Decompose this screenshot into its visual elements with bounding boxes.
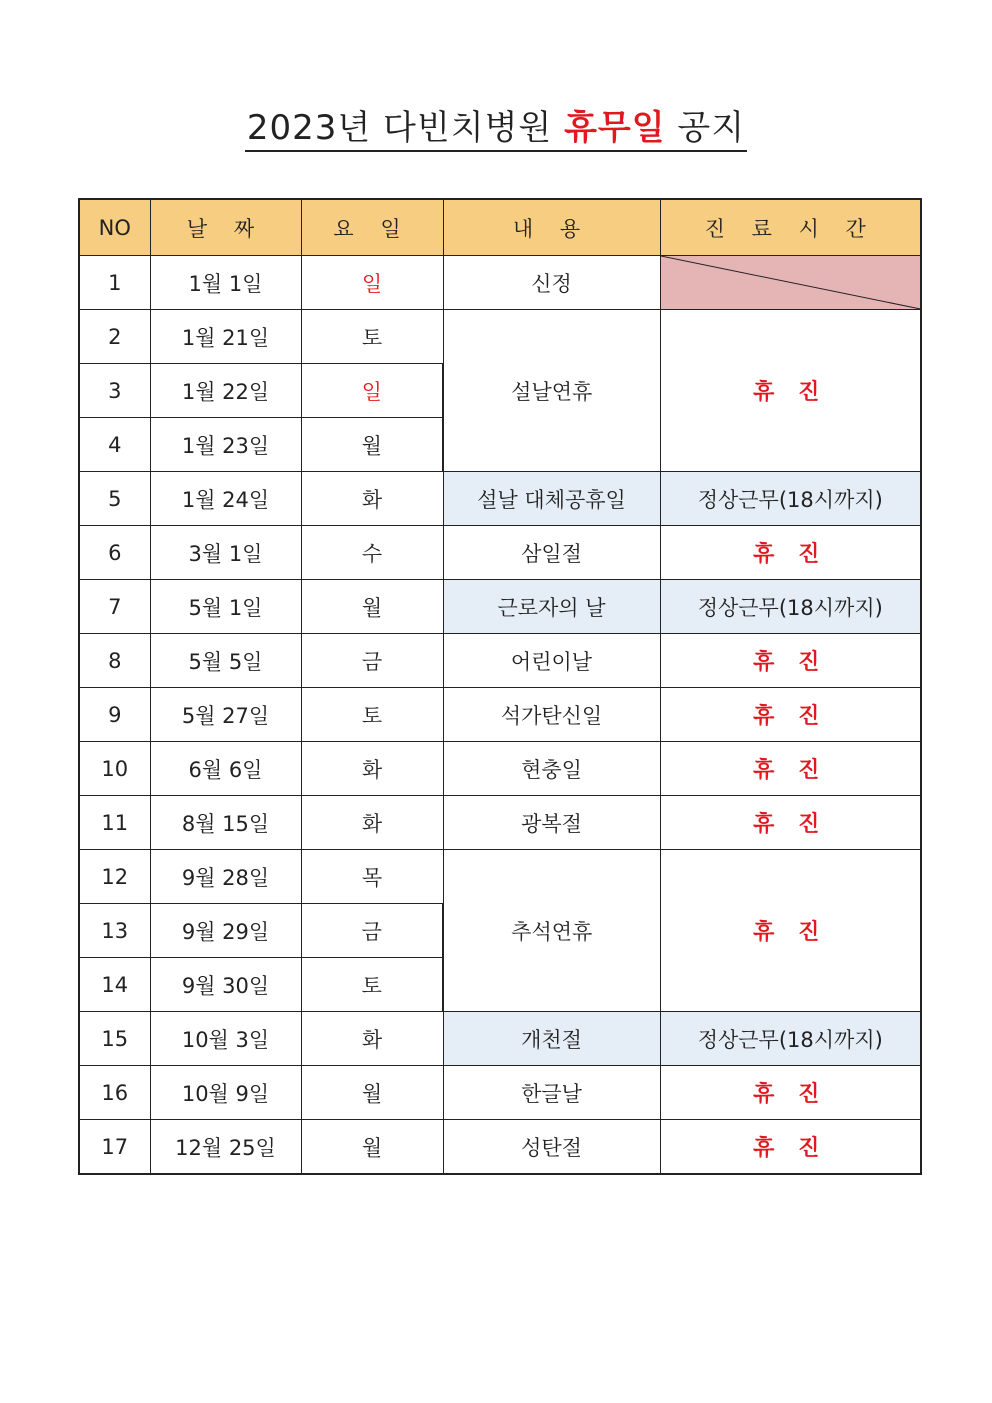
row-date: 1월 1일 xyxy=(150,256,301,310)
row-date: 1월 23일 xyxy=(150,418,301,472)
title-highlight: 휴무일 xyxy=(564,108,666,148)
status-normal: 정상근무(18시까지) xyxy=(660,1012,921,1066)
row-content: 성탄절 xyxy=(443,1120,660,1175)
row-no: 10 xyxy=(79,742,150,796)
table-row xyxy=(79,850,921,904)
table-row xyxy=(79,796,921,850)
row-date: 1월 22일 xyxy=(150,364,301,418)
row-no: 11 xyxy=(79,796,150,850)
header-no: NO xyxy=(79,199,150,256)
row-date: 9월 28일 xyxy=(150,850,301,904)
row-no: 7 xyxy=(79,580,150,634)
row-no: 3 xyxy=(79,364,150,418)
row-day: 금 xyxy=(301,904,443,958)
status-normal: 정상근무(18시까지) xyxy=(660,580,921,634)
row-content: 추석연휴 xyxy=(443,850,660,1012)
row-day: 목 xyxy=(301,850,443,904)
row-day: 월 xyxy=(301,418,443,472)
row-no: 13 xyxy=(79,904,150,958)
row-content: 삼일절 xyxy=(443,526,660,580)
table-row xyxy=(79,256,921,310)
status-closed: 휴 진 xyxy=(660,634,921,688)
header-content: 내 용 xyxy=(443,199,660,256)
row-no: 17 xyxy=(79,1120,150,1175)
row-content: 현충일 xyxy=(443,742,660,796)
status-closed: 휴 진 xyxy=(660,688,921,742)
row-content: 광복절 xyxy=(443,796,660,850)
table-row xyxy=(79,580,921,634)
row-no: 2 xyxy=(79,310,150,364)
row-date: 10월 3일 xyxy=(150,1012,301,1066)
row-no: 15 xyxy=(79,1012,150,1066)
holiday-table xyxy=(78,198,922,1175)
diagonal-line xyxy=(661,256,921,309)
row-content: 어린이날 xyxy=(443,634,660,688)
row-date: 12월 25일 xyxy=(150,1120,301,1175)
row-content: 근로자의 날 xyxy=(443,580,660,634)
row-no: 12 xyxy=(79,850,150,904)
row-date: 3월 1일 xyxy=(150,526,301,580)
header-hours: 진 료 시 간 xyxy=(660,199,921,256)
status-closed: 휴 진 xyxy=(660,796,921,850)
row-date: 8월 15일 xyxy=(150,796,301,850)
hours-na-cell xyxy=(660,256,921,310)
title-prefix: 2023년 다빈치병원 xyxy=(246,108,565,148)
row-no: 16 xyxy=(79,1066,150,1120)
row-day: 일 xyxy=(301,364,443,418)
row-date: 10월 9일 xyxy=(150,1066,301,1120)
row-day: 화 xyxy=(301,1012,443,1066)
row-no: 1 xyxy=(79,256,150,310)
status-closed: 휴 진 xyxy=(660,850,921,1012)
row-no: 8 xyxy=(79,634,150,688)
row-day: 화 xyxy=(301,472,443,526)
row-date: 6월 6일 xyxy=(150,742,301,796)
table-row xyxy=(79,688,921,742)
status-normal: 정상근무(18시까지) xyxy=(660,472,921,526)
table-row xyxy=(79,472,921,526)
table-row xyxy=(79,310,921,364)
row-day: 수 xyxy=(301,526,443,580)
table-row xyxy=(79,526,921,580)
row-content: 신정 xyxy=(443,256,660,310)
header-date: 날 짜 xyxy=(150,199,301,256)
row-no: 14 xyxy=(79,958,150,1012)
row-date: 9월 30일 xyxy=(150,958,301,1012)
row-date: 9월 29일 xyxy=(150,904,301,958)
row-no: 9 xyxy=(79,688,150,742)
status-closed: 휴 진 xyxy=(660,1066,921,1120)
table-row xyxy=(79,1120,921,1175)
row-content: 개천절 xyxy=(443,1012,660,1066)
row-day: 월 xyxy=(301,1120,443,1175)
table-row xyxy=(79,742,921,796)
header-day: 요 일 xyxy=(301,199,443,256)
row-date: 5월 5일 xyxy=(150,634,301,688)
row-day: 토 xyxy=(301,310,443,364)
status-closed: 휴 진 xyxy=(660,526,921,580)
row-content: 한글날 xyxy=(443,1066,660,1120)
row-date: 5월 1일 xyxy=(150,580,301,634)
row-date: 5월 27일 xyxy=(150,688,301,742)
row-date: 1월 21일 xyxy=(150,310,301,364)
row-day: 화 xyxy=(301,742,443,796)
header-row xyxy=(79,199,921,256)
title-suffix: 공지 xyxy=(665,108,746,148)
row-day: 화 xyxy=(301,796,443,850)
row-day: 월 xyxy=(301,1066,443,1120)
row-day: 토 xyxy=(301,958,443,1012)
table-row xyxy=(79,1066,921,1120)
row-no: 6 xyxy=(79,526,150,580)
row-day: 토 xyxy=(301,688,443,742)
row-no: 5 xyxy=(79,472,150,526)
row-day: 일 xyxy=(301,256,443,310)
table-row xyxy=(79,1012,921,1066)
row-day: 금 xyxy=(301,634,443,688)
status-closed: 휴 진 xyxy=(660,310,921,472)
row-no: 4 xyxy=(79,418,150,472)
row-content: 석가탄신일 xyxy=(443,688,660,742)
table-row xyxy=(79,634,921,688)
row-content: 설날 대체공휴일 xyxy=(443,472,660,526)
row-day: 월 xyxy=(301,580,443,634)
row-content: 설날연휴 xyxy=(443,310,660,472)
row-date: 1월 24일 xyxy=(150,472,301,526)
page-title xyxy=(0,100,992,149)
status-closed: 휴 진 xyxy=(660,742,921,796)
status-closed: 휴 진 xyxy=(660,1120,921,1175)
